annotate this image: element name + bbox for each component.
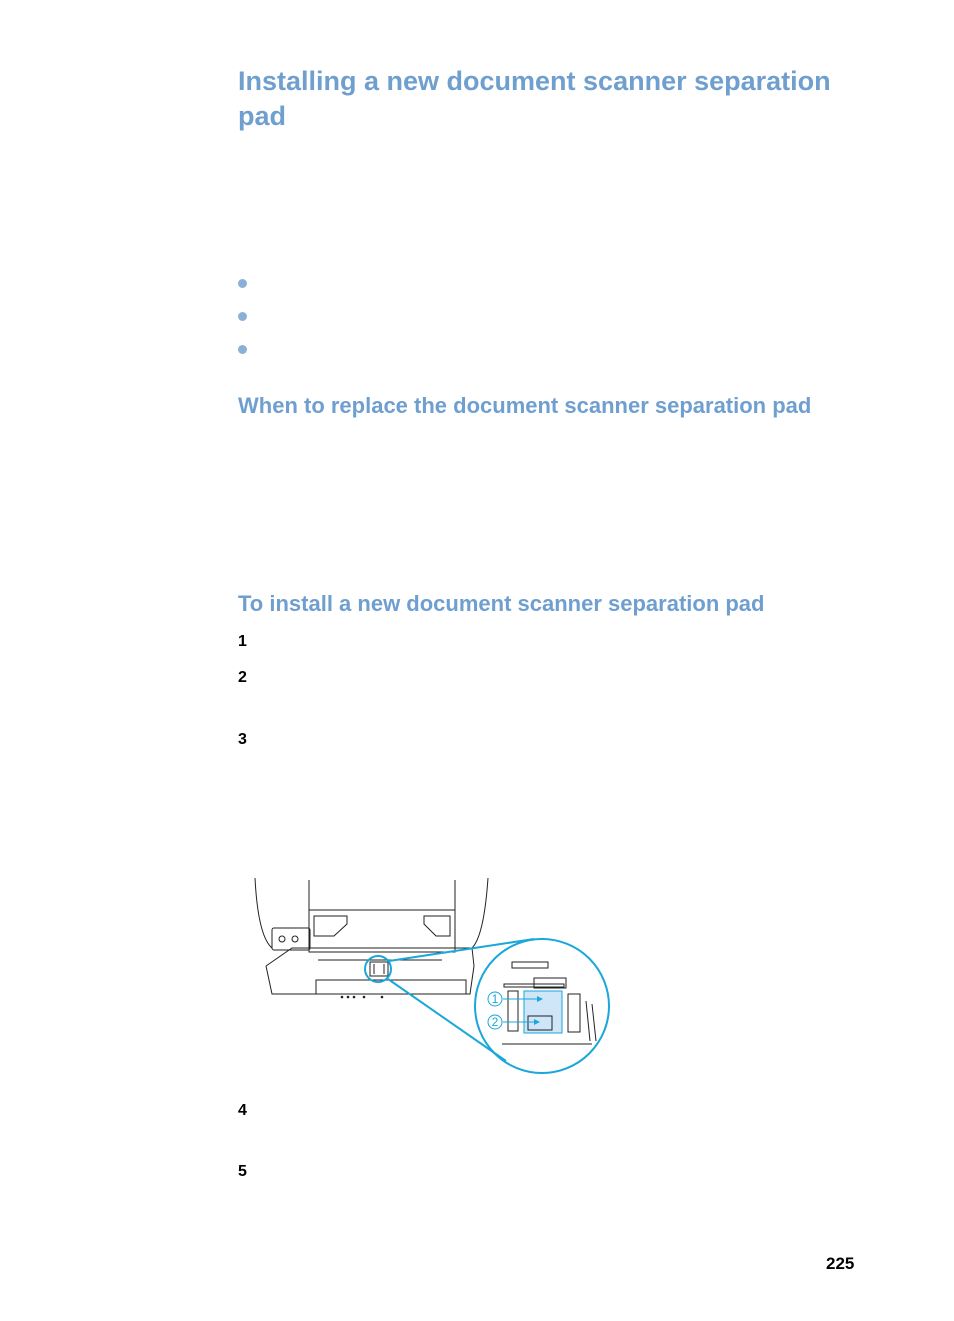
bullet-point (238, 345, 247, 354)
bullet-point (238, 312, 247, 321)
bullet-point (238, 279, 247, 288)
section-heading-install: To install a new document scanner separation pad (238, 591, 765, 616)
step-number: 5 (238, 1163, 247, 1180)
callout-number: 1 (491, 992, 499, 1006)
step-number: 1 (238, 633, 247, 650)
page-title: Installing a new document scanner separation pad (238, 66, 831, 131)
step-number: 3 (238, 731, 247, 748)
step-number: 4 (238, 1102, 247, 1119)
page-number: 225 (826, 1254, 855, 1273)
section-heading-when: When to replace the document scanner separation pad (238, 393, 812, 418)
callout-number: 2 (491, 1015, 499, 1029)
step-number: 2 (238, 669, 247, 686)
scanner-illustration (252, 876, 612, 1076)
